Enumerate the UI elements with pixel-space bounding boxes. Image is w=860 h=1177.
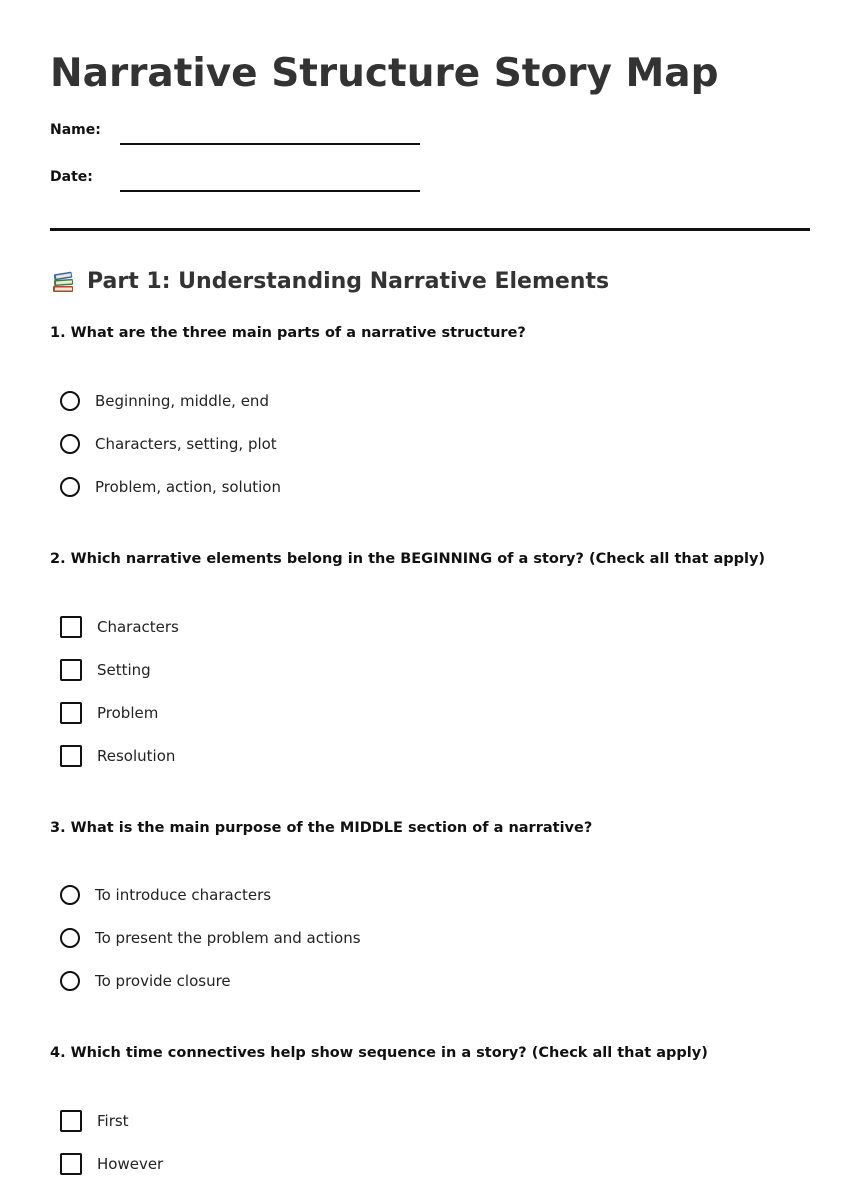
- section-title: Part 1: Understanding Narrative Elements: [87, 269, 610, 294]
- checkbox[interactable]: [60, 1110, 82, 1132]
- radio-button[interactable]: [60, 477, 80, 497]
- q2-option-2[interactable]: [60, 657, 151, 683]
- checkbox[interactable]: [60, 745, 82, 767]
- books-icon: [50, 269, 76, 295]
- q4-option-2[interactable]: [60, 1151, 163, 1177]
- option-label: To introduce characters: [95, 886, 272, 904]
- radio-button[interactable]: [60, 885, 80, 905]
- option-label: Characters: [97, 618, 179, 636]
- q1-option-3[interactable]: [60, 474, 281, 500]
- question-4: 4. Which time connectives help show sequence in a story? (Check all that apply): [50, 1045, 708, 1061]
- option-label: To provide closure: [95, 972, 231, 990]
- option-label: Setting: [97, 661, 151, 679]
- date-field[interactable]: [120, 190, 420, 192]
- section-heading: [50, 266, 609, 298]
- q3-option-1[interactable]: [60, 882, 271, 908]
- option-label: Beginning, middle, end: [95, 392, 269, 410]
- checkbox[interactable]: [60, 616, 82, 638]
- radio-button[interactable]: [60, 971, 80, 991]
- name-label: Name:: [50, 122, 101, 138]
- checkbox[interactable]: [60, 702, 82, 724]
- question-1: 1. What are the three main parts of a narrative structure?: [50, 325, 526, 341]
- header-divider: [50, 228, 810, 231]
- q2-option-4[interactable]: [60, 743, 175, 769]
- radio-button[interactable]: [60, 391, 80, 411]
- question-2: 2. Which narrative elements belong in the BEGINNING of a story? (Check all that apply): [50, 551, 766, 567]
- option-label: Characters, setting, plot: [95, 435, 277, 453]
- question-3: 3. What is the main purpose of the MIDDLE section of a narrative?: [50, 820, 593, 836]
- option-label: First: [97, 1112, 129, 1130]
- q1-option-1[interactable]: [60, 388, 269, 414]
- q2-option-1[interactable]: [60, 614, 179, 640]
- option-label: Problem: [97, 704, 159, 722]
- name-field[interactable]: [120, 143, 420, 145]
- option-label: Problem, action, solution: [95, 478, 281, 496]
- q4-option-1[interactable]: [60, 1108, 129, 1134]
- q3-option-2[interactable]: [60, 925, 361, 951]
- q2-option-3[interactable]: [60, 700, 158, 726]
- date-label: Date:: [50, 169, 93, 185]
- option-label: Resolution: [97, 747, 176, 765]
- option-label: However: [97, 1155, 164, 1173]
- option-label: To present the problem and actions: [95, 929, 361, 947]
- radio-button[interactable]: [60, 928, 80, 948]
- radio-button[interactable]: [60, 434, 80, 454]
- page-title: Narrative Structure Story Map: [50, 51, 719, 96]
- checkbox[interactable]: [60, 659, 82, 681]
- checkbox[interactable]: [60, 1153, 82, 1175]
- q1-option-2[interactable]: [60, 431, 277, 457]
- q3-option-3[interactable]: [60, 968, 231, 994]
